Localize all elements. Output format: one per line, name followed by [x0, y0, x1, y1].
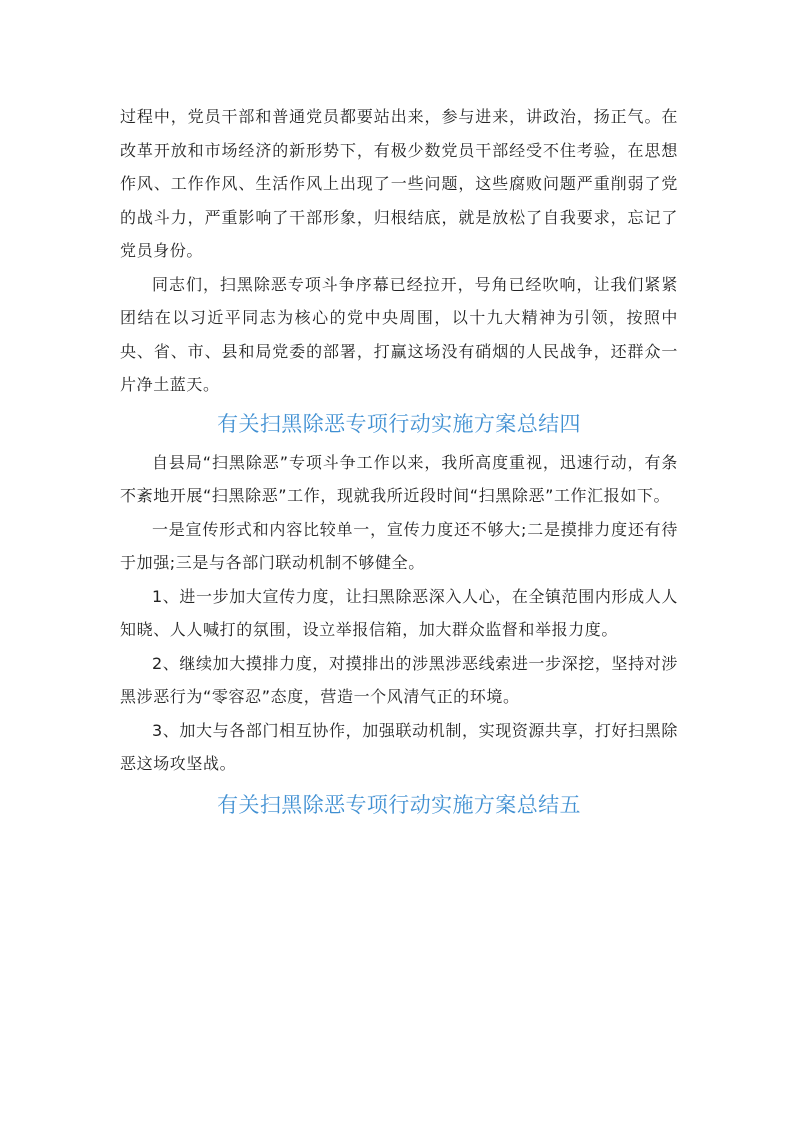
- section-heading-four: 有关扫黑除恶专项行动实施方案总结四: [217, 411, 581, 436]
- paragraph: 过程中，党员干部和普通党员都要站出来，参与进来，讲政治，扬正气。在改革开放和市场经济的新形势下，有极少数党员干部经受不住考验，在思想作风、工作作风、生活作风上出现了一些问题，这些腐败问题严重削弱了党的战斗力，严重影响了干部形象，归根结底，就是放松了自我要求，忘记了党员身份。: [120, 107, 678, 260]
- list-item: 2、继续加大摸排力度，对摸排出的涉黑涉恶线索进一步深挖，坚持对涉黑涉恶行为“零容忍”态度，营造一个风清气正的环境。: [120, 653, 678, 706]
- section-heading-five: 有关扫黑除恶专项行动实施方案总结五: [217, 792, 581, 817]
- list-item: 3、加大与各部门相互协作，加强联动机制，实现资源共享，打好扫黑除恶这场攻坚战。: [120, 720, 678, 773]
- paragraph: 自县局“扫黑除恶”专项斗争工作以来，我所高度重视，迅速行动，有条不紊地开展“扫黑除恶”工作，现就我所近段时间“扫黑除恶”工作汇报如下。: [120, 452, 678, 505]
- paragraph: 一是宣传形式和内容比较单一，宣传力度还不够大;二是摸排力度还有待于加强;三是与各部门联动机制不够健全。: [120, 519, 678, 572]
- paragraph: 同志们，扫黑除恶专项斗争序幕已经拉开，号角已经吹响，让我们紧紧团结在以习近平同志为核心的党中央周围，以十九大精神为引领，按照中央、省、市、县和局党委的部署，打赢这场没有硝烟的人民战争，还群众一片净土蓝天。: [120, 274, 678, 394]
- list-item: 1、进一步加大宣传力度，让扫黑除恶深入人心，在全镇范围内形成人人知晓、人人喊打的氛围，设立举报信箱，加大群众监督和举报力度。: [120, 586, 678, 639]
- document-body: [120, 100, 678, 827]
